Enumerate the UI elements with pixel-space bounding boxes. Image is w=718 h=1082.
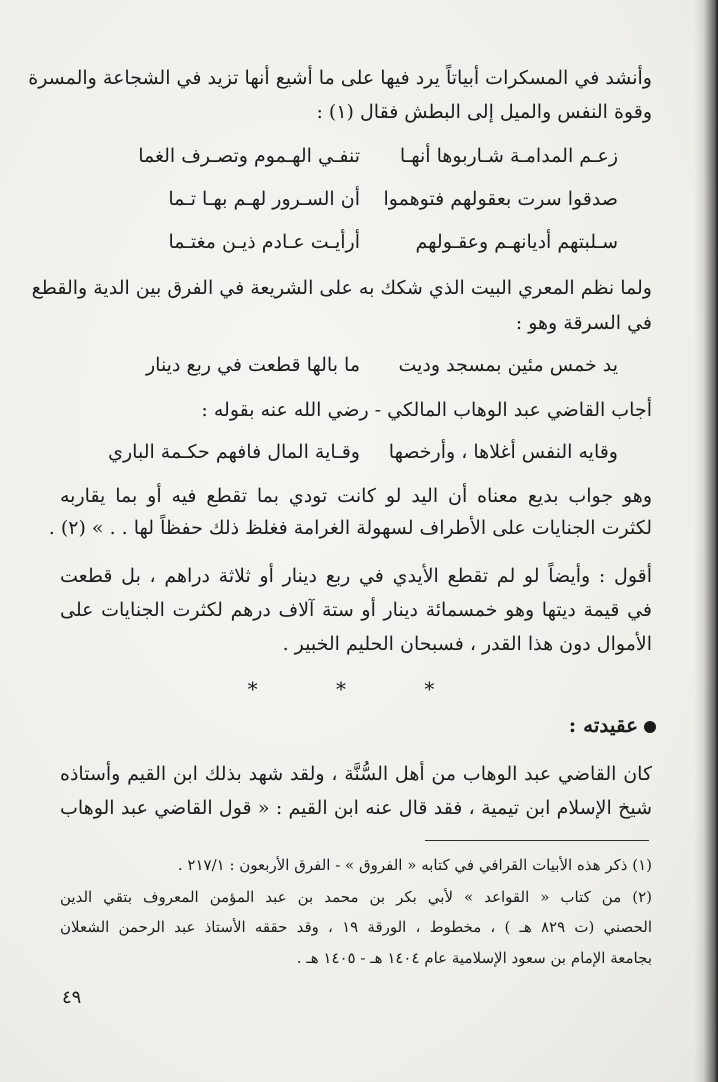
footnote-rule (425, 840, 649, 841)
footnote-1: (١) ذكر هذه الأبيات القرافي في كتابه « الفروق » - الفرق الأربعون : ٢١٧/١ . (177, 856, 652, 874)
para5-line3: الأموال دون هذا القدر ، فسبحان الحليم الخبير . (282, 633, 652, 655)
footnote-2-line2: الحصني (ت ٨٢٩ هـ ) ، مخطوط ، الورقة ١٩ ، وقد حققه الأستاذ عبد الرحمن الشعلان (60, 918, 652, 936)
para4-line2: لكثرت الجنايات على الأطراف لسهولة الغرامة فغلظ ذلك حفظاً لها . . » (٢) . (48, 517, 652, 539)
poem1-verse2-left: أن السـرور لهـم بهـا تـما (168, 188, 360, 210)
verse3-left: وقـاية المال فافهم حكـمة الباري (108, 441, 360, 463)
section-heading (569, 711, 656, 739)
footnote-2-line1: (٢) من كتاب « القواعد » لأبي بكر بن محمد بن عبد المؤمن المعروف بتقي الدين (60, 888, 652, 906)
para6-line1: كان القاضي عبد الوهاب من أهل السُّنَّة ، ولقد شهد بذلك ابن القيم وأستاذه (60, 763, 652, 785)
para2-line1: ولما نظم المعري البيت الذي شكك به على الشريعة في الفرق بين الدية والقطع (31, 277, 652, 299)
poem1-verse2-right: صدقوا سرت بعقولهم فتوهموا (383, 188, 618, 210)
poem1-verse1-left: تنفـي الهـموم وتصـرف الغما (138, 145, 360, 167)
section-separator: * * * (247, 677, 471, 701)
para1-line1: وأنشد في المسكرات أبياتاً يرد فيها على ما أشيع أنها تزيد في الشجاعة والمسرة (28, 67, 652, 89)
para5-line2: في قيمة ديتها وهو خمسمائة دينار أو ستة آلاف درهم لكثرت الجنايات على (60, 599, 652, 621)
page-number: ٤٩ (62, 987, 82, 1008)
para2-line2: في السرقة وهو : (515, 312, 652, 334)
poem1-verse3-left: أرأيـت عـادم ذيـن مغتـما (168, 231, 360, 253)
poem1-verse1-right: زعـم المدامـة شـاربوها أنهـا (399, 145, 618, 167)
page-edge-shadow (694, 0, 718, 1082)
verse3-right: وقايه النفس أغلاها ، وأرخصها (388, 441, 618, 463)
verse2-right: يد خمس مئين بمسجد وديت (398, 354, 618, 376)
bullet-icon (644, 721, 656, 733)
section-heading-text: عقيدته : (568, 713, 638, 737)
para5-line1: أقول : وأيضاً لو لم تقطع الأيدي في ربع دينار أو ثلاثة دراهم ، بل قطعت (60, 565, 652, 587)
para1-line2: وقوة النفس والميل إلى البطش فقال (١) : (316, 101, 652, 123)
para3-line: أجاب القاضي عبد الوهاب المالكي - رضي الله عنه بقوله : (201, 399, 652, 421)
para4-line1: وهو جواب بديع معناه أن اليد لو كانت تودي بما تقطع فيه أو بما يقاربه (60, 485, 652, 507)
footnote-2-line3: بجامعة الإمام بن سعود الإسلامية عام ١٤٠٤ هـ - ١٤٠٥ هـ . (296, 949, 652, 967)
poem1-verse3-right: سـلبتهم أديانهـم وعقـولهم (415, 231, 618, 253)
verse2-left: ما بالها قطعت في ربع دينار (145, 354, 360, 376)
para6-line2: شيخ الإسلام ابن تيمية ، فقد قال عنه ابن القيم : « قول القاضي عبد الوهاب (60, 797, 652, 819)
